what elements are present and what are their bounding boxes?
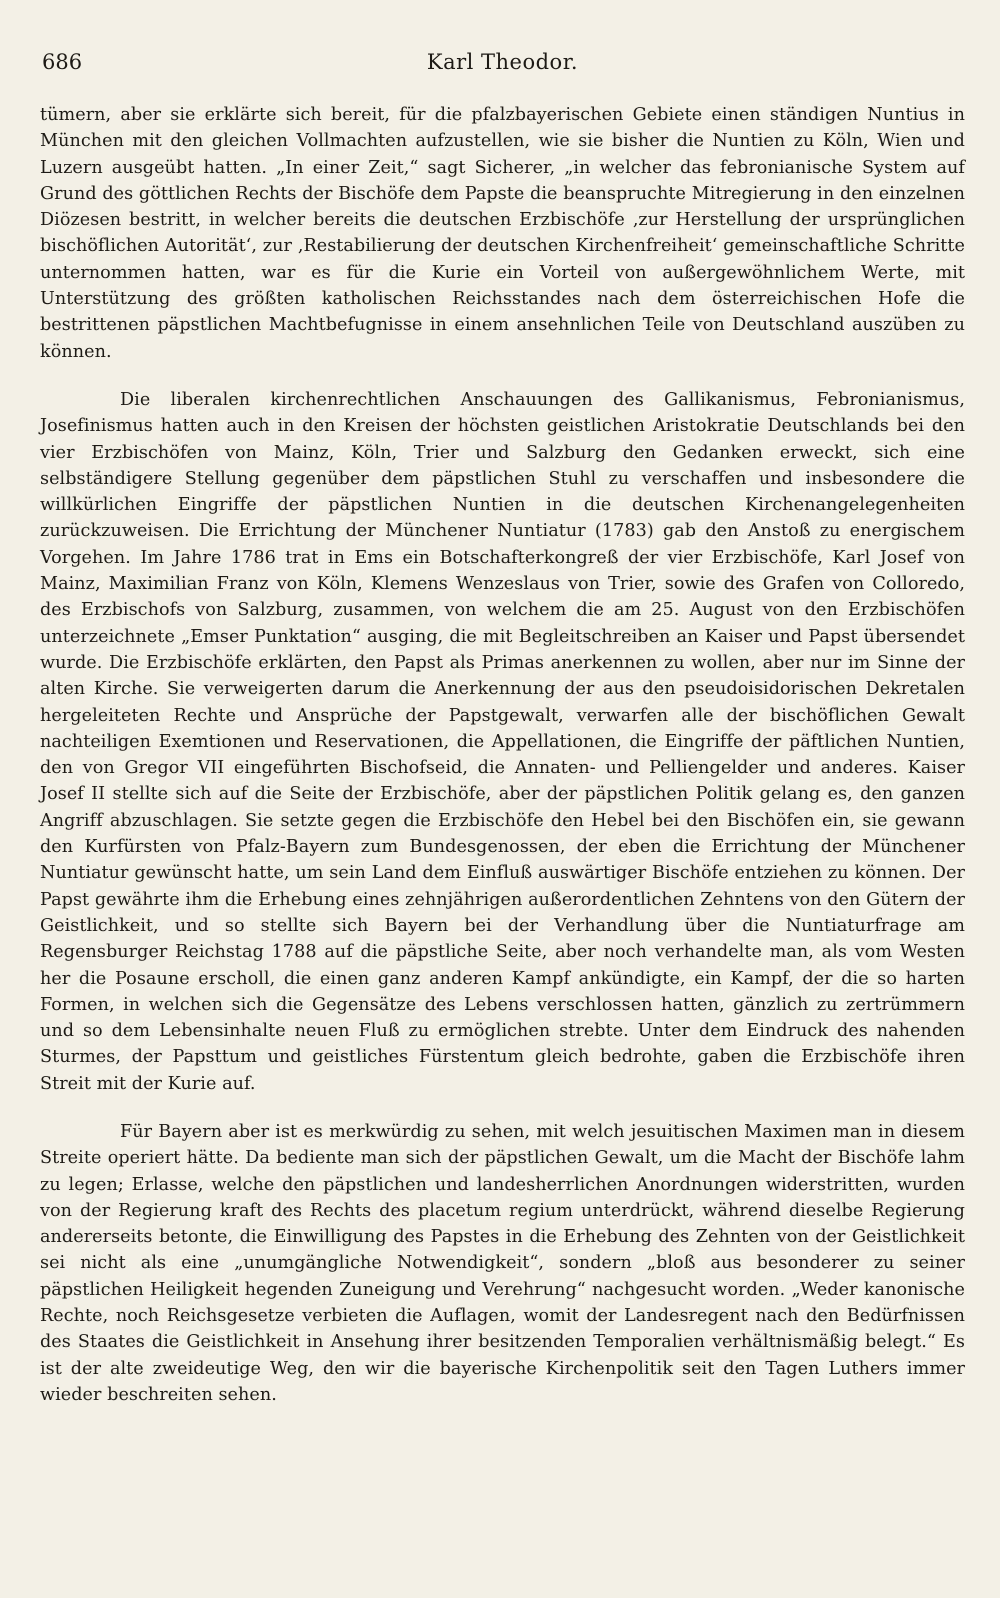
- paragraph-continued: tümern, aber sie erklärte sich bereit, für die pfalzbayerischen Gebiete einen ständigen Nuntius in München mit den gleichen Vollmachten aufzustellen, wie sie bisher die Nuntien zu Köln, Wien und Luzern ausgeübt hatten. „In einer Zeit,“ sagt Sicherer, „in welcher das febronianische System auf Grund des göttlichen Rechts der Bischöfe dem Papste die beanspruchte Mitregierung in den einzelnen Diözesen bestritt, in welcher bereits die deutschen Erzbischöfe ‚zur Herstellung der ursprünglichen bischöflichen Autorität‘, zur ‚Restabilierung der deutschen Kirchenfreiheit‘ gemeinschaftliche Schritte unternommen hatten, war es für die Kurie ein Vorteil von außergewöhnlichem Werte, mit Unterstützung des größten katholischen Reichsstandes nach dem österreichischen Hofe die bestrittenen päpstlichen Machtbefugnisse in einem ansehnlichen Teile von Deutschland auszüben zu können.: [40, 105, 965, 362]
- page-number: 686: [42, 50, 83, 74]
- running-head: [40, 40, 965, 80]
- book-page: [40, 40, 965, 1570]
- running-title: Karl Theodor.: [426, 50, 579, 74]
- paragraph-ems-congress: Die liberalen kirchenrechtlichen Anschauungen des Gallikanismus, Febronianismus, Josefinismus hatten auch in den Kreisen der höchsten geistlichen Aristokratie Deutschlands bei den vier Erzbischöfen von Mainz, Köln, Trier und Salzburg den Gedanken erweckt, sich eine selbständigere Stellung gegenüber dem päpstlichen Stuhl zu verschaffen und insbesondere die willkürlichen Eingriffe der päpstlichen Nuntien in die deutschen Kirchenangelegenheiten zurückzuweisen. Die Errichtung der Münchener Nuntiatur (1783) gab den Anstoß zu energischem Vorgehen. Im Jahre 1786 trat in Ems ein Botschafterkongreß der vier Erzbischöfe, Karl Josef von Mainz, Maximilian Franz von Köln, Klemens Wenzeslaus von Trier, sowie des Grafen von Colloredo, des Erzbischofs von Salzburg, zusammen, von welchem die am 25. August von den Erzbischöfen unterzeichnete „Emser Punktation“ ausging, die mit Begleitschreiben an Kaiser und Papst übersendet wurde. Die Erzbischöfe erklärten, den Papst als Primas anerkennen zu wollen, aber nur im Sinne der alten Kirche. Sie verweigerten darum die Anerkennung der aus den pseudoisidorischen Dekretalen hergeleiteten Rechte und Ansprüche der Papstgewalt, verwarfen alle der bischöflichen Gewalt nachteiligen Exemtionen und Reservationen, die Appellationen, die Eingriffe der päftlichen Nuntien, den von Gregor VII eingeführten Bischofseid, die Annaten- und Pelliengelder und anderes. Kaiser Josef II stellte sich auf die Seite der Erzbischöfe, aber der päpstlichen Politik gelang es, den ganzen Angriff abzuschlagen. Sie setzte gegen die Erzbischöfe den Hebel bei den Bischöfen ein, sie gewann den Kurfürsten von Pfalz-Bayern zum Bundesgenossen, der eben die Errichtung der Münchener Nuntiatur gewünscht hatte, um sein Land dem Einfluß auswärtiger Bischöfe entziehen zu können. Der Papst gewährte ihm die Erhebung eines zehnjährigen außerordentlichen Zehntens von den Gütern der Geistlichkeit, und so stellte sich Bayern bei der Verhandlung über die Nuntiaturfrage am Regensburger Reichstag 1788 auf die päpstliche Seite, aber noch verhandelte man, als vom Westen her die Posaune erscholl, die einen ganz anderen Kampf ankündigte, ein Kampf, der die so harten Formen, in welchen sich die Gegensätze des Lebens verschlossen hatten, gänzlich zu zertrümmern und so dem Lebensinhalte neuen Fluß zu ermöglichen strebte. Unter dem Eindruck des nahenden Sturmes, der Papsttum und geistliches Fürstentum gleich bedrohte, gaben die Erzbischöfe ihren Streit mit der Kurie auf.: [40, 389, 965, 1094]
- body-text: [40, 102, 965, 1408]
- paragraph-bavaria-policy: Für Bayern aber ist es merkwürdig zu sehen, mit welch jesuitischen Maximen man in diesem Streite operiert hätte. Da bediente man sich der päpstlichen Gewalt, um die Macht der Bischöfe lahm zu legen; Erlasse, welche den päpstlichen und landesherrlichen Anordnungen widerstritten, wurden von der Regierung kraft des Rechts des placetum regium unterdrückt, während dieselbe Regierung andererseits betonte, die Einwilligung des Papstes in die Erhebung des Zehnten von der Geistlichkeit sei nicht als eine „unumgängliche Notwendigkeit“, sondern „bloß aus besonderer zu seiner päpstlichen Heiligkeit hegenden Zuneigung und Verehrung“ nachgesucht worden. „Weder kanonische Rechte, noch Reichsgesetze verbieten die Auflagen, womit der Landesregent nach den Bedürfnissen des Staates die Geistlichkeit in Ansehung ihrer besitzenden Temporalien verhältnismäßig belegt.“ Es ist der alte zweideutige Weg, den wir die bayerische Kirchenpolitik seit den Tagen Luthers immer wieder beschreiten sehen.: [40, 1121, 965, 1405]
